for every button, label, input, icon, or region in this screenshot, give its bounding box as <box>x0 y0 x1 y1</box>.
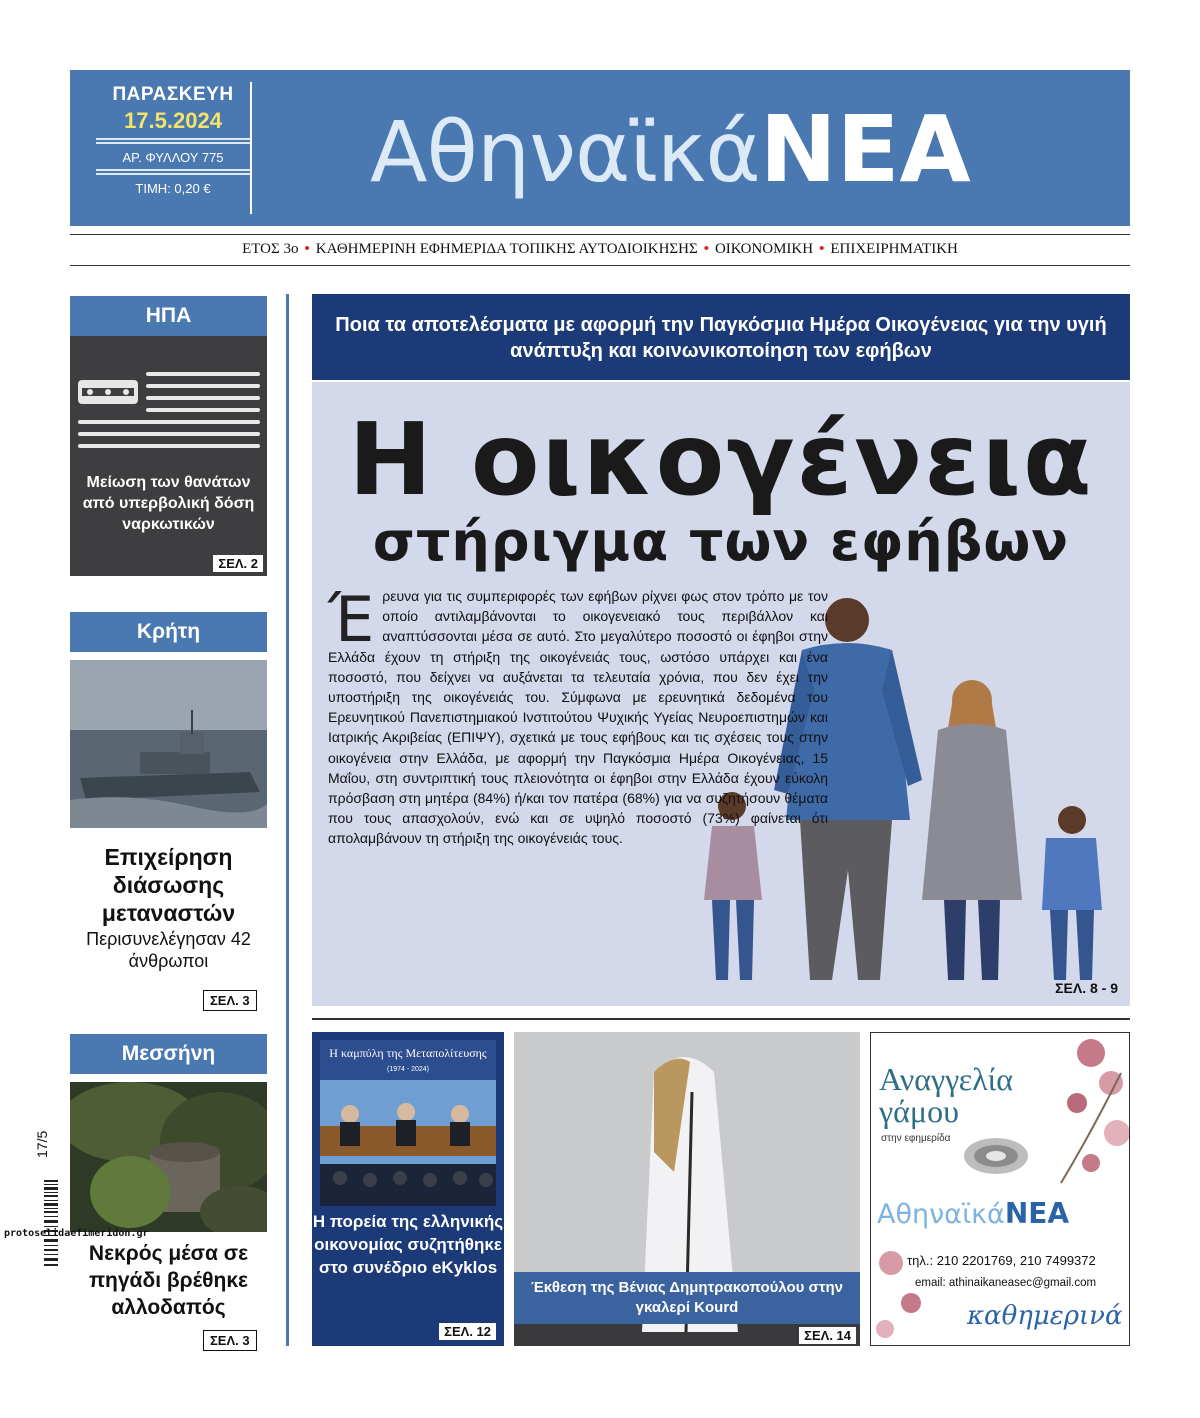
column-divider <box>286 294 289 1346</box>
exhibition-caption: Έκθεση της Βένιας Δημητρακοπούλου στην γκαλερί Kourd <box>514 1272 860 1324</box>
conference-banner: Η καμπύλη της Μεταπολίτευσης <box>329 1046 487 1060</box>
edge-date: 17/5 <box>34 1130 50 1158</box>
crete-subheadline: Περισυνελέγησαν 42 άνθρωποι <box>86 929 251 971</box>
messini-headline[interactable]: Νεκρός μέσα σε πηγάδι βρέθηκε αλλοδαπός <box>88 1242 249 1319</box>
economy-headline: Η πορεία της ελληνικής οικονομίας συζητήθηκε στο συνέδριο eKyklos <box>312 1212 504 1277</box>
ad-phone[interactable]: τηλ.: 210 2201769, 210 7499372 <box>907 1253 1096 1268</box>
conference-photo <box>320 1040 496 1206</box>
wedding-announcement-ad[interactable] <box>870 1032 1130 1346</box>
drop-cap: Έ <box>328 583 375 656</box>
tagline-item: ΕΠΙΧΕΙΡΗΜΑΤΙΚΗ <box>830 241 958 257</box>
tagline-bar: ΕΤΟΣ 3ο • ΚΑΘΗΜΕΡΙΝΗ ΕΦΗΜΕΡΙΔΑ ΤΟΠΙΚΗΣ ΑΥΤΟΔΙΟΙΚΗΣΗΣ • ΟΙΚΟΝΟΜΙΚΗ • ΕΠΙΧΕΙΡΗΜΑΤΙΚΗ <box>70 234 1130 266</box>
issue-number: ΑΡ. ΦΥΛΛΟΥ 775 <box>122 150 224 165</box>
section-divider <box>312 1018 1130 1020</box>
main-headline: Η οικογένεια <box>348 401 1094 518</box>
price: ΤΙΜΗ: 0,20 € <box>135 181 211 196</box>
logo-thin: Αθηναϊκά <box>370 103 760 201</box>
main-story-text: ρευνα για τις συμπεριφορές των εφήβων ρίχνει φως στον τρόπο με τον οποίο αντιλαμβάνονται το οικογενειακό τους περιβάλλον και αναπτύσσονται μέσα σε αυτό. Στο μεγαλύτερο ποσοστό οι έφηβοι στην Ελλάδα έχουν τη στήριξη της οικογένειάς τους, ωστόσο υπάρχει και ένα ποσοστό, που δείχνει να αυξάνεται τα τελευταία χρόνια, που δεν έχει την υποστήριξη της οικογένειάς του. Σύμφωνα με ερευνητικά δεδομένα του Ερευνητικού Πανεπιστημιακού Ινστιτούτου Ψυχικής Υγείας Νευροεπιστημών και Ιατρικής Ακριβείας (ΕΠΙΨΥ), σχετικά με τους εφήβους και τις σχέσεις τους στην οικογένεια στην Ελλάδα, με αφορμή την Παγκόσμια Ημέρα Οικογένειας, 15 Μαΐου, στη συντριπτική τους πλειονότητα οι έφηβοι στην Ελλάδα έχουν εύκολη πρόσβαση στη μητέρα (84%) ή/και τον πατέρα (68%) για να συζητήσουν θέματα που τους απασχολούν, ενώ και σε υψηλό ποσοστό (73%) φαίνεται ότι απολαμβάνουν τη στήριξη της οικογένειάς τους. <box>328 588 828 847</box>
razor-flag-icon <box>78 366 262 456</box>
main-subheadline: στήριγμα των εφήβων <box>372 510 1070 573</box>
masthead <box>70 70 1130 226</box>
conference-years: (1974 - 2024) <box>386 1066 430 1073</box>
page-ref-exhibition[interactable]: ΣΕΛ. 14 <box>799 1327 856 1344</box>
ad-logo-bold: ΝΕΑ <box>1004 1197 1070 1230</box>
ad-title-line1: Αναγγελία <box>879 1061 1014 1097</box>
newspaper-roll-icon <box>961 1131 1031 1181</box>
ad-logo <box>877 1197 1069 1230</box>
usa-story[interactable] <box>70 336 267 576</box>
well-photo <box>70 1082 267 1232</box>
coastguard-ship-photo <box>70 660 267 828</box>
usa-headline: Μείωση των θανάτων από υπερβολική δόση ναρκωτικών <box>82 474 255 533</box>
page-ref-economy[interactable]: ΣΕΛ. 12 <box>439 1323 496 1340</box>
date-box <box>88 78 258 214</box>
tagline-year: ΕΤΟΣ 3ο <box>242 241 299 257</box>
exhibition-story[interactable] <box>514 1032 860 1346</box>
tagline-item: ΟΙΚΟΝΟΜΙΚΗ <box>714 241 814 257</box>
economy-story[interactable] <box>312 1032 504 1346</box>
flowers-decoration <box>1021 1033 1130 1193</box>
crete-headline[interactable]: Επιχείρηση διάσωσης μεταναστών <box>101 844 236 926</box>
ad-logo-thin: Αθηναϊκά <box>877 1199 1005 1230</box>
section-header-usa[interactable]: ΗΠΑ <box>70 296 267 336</box>
newspaper-logo[interactable] <box>370 90 971 210</box>
page-ref-messini[interactable]: ΣΕΛ. 3 <box>203 1330 257 1351</box>
ad-title <box>879 1063 1013 1127</box>
issue-rule <box>96 169 250 175</box>
weekday: ΠΑΡΑΣΚΕΥΗ <box>112 84 234 105</box>
masthead-divider <box>250 82 252 214</box>
barcode-icon <box>44 1180 58 1268</box>
logo-bold: ΝΕΑ <box>759 96 971 203</box>
main-story[interactable] <box>312 382 1130 1006</box>
source-watermark: protoselidaefimeridon.gr <box>4 1228 149 1239</box>
ad-subtitle: στην εφημερίδα <box>881 1133 951 1144</box>
main-story-kicker[interactable]: Ποια τα αποτελέσματα με αφορμή την Παγκόσμια Ημέρα Οικογένειας για την υγιή ανάπτυξη και κοινωνικοποίηση των εφήβων <box>312 294 1130 380</box>
ad-daily: καθημερινά <box>967 1301 1123 1331</box>
main-story-body <box>328 583 828 849</box>
issue-date: 17.5.2024 <box>124 108 222 133</box>
page-ref-usa[interactable]: ΣΕΛ. 2 <box>213 555 263 572</box>
tagline-item: ΚΑΘΗΜΕΡΙΝΗ ΕΦΗΜΕΡΙΔΑ ΤΟΠΙΚΗΣ ΑΥΤΟΔΙΟΙΚΗΣΗΣ <box>315 241 698 257</box>
page-ref-crete[interactable]: ΣΕΛ. 3 <box>203 990 257 1011</box>
ad-title-line2: γάμου <box>879 1093 959 1129</box>
section-header-crete[interactable]: Κρήτη <box>70 612 267 652</box>
page-ref-main[interactable]: ΣΕΛ. 8 - 9 <box>1055 980 1118 996</box>
section-header-messini[interactable]: Μεσσήνη <box>70 1034 267 1074</box>
ad-email[interactable]: email: athinaikaneasec@gmail.com <box>915 1277 1097 1289</box>
date-rule <box>96 138 250 144</box>
